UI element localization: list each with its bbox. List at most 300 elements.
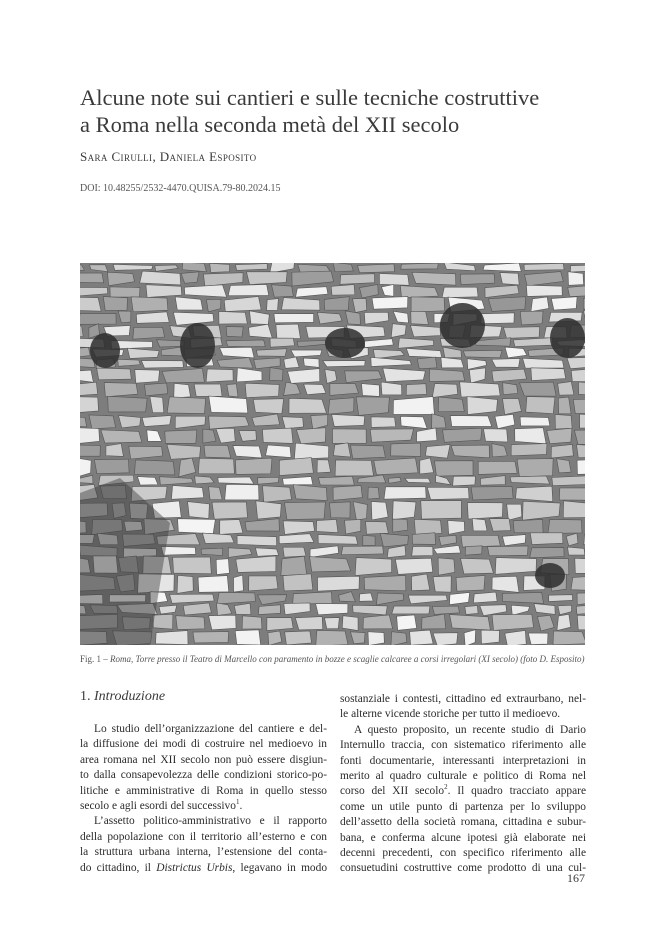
wall-stone [580, 414, 585, 428]
wall-stone [201, 548, 223, 555]
text-fragment: . Il quadro tracciato appare [447, 785, 586, 798]
wall-stone [567, 358, 585, 369]
wall-stone [568, 547, 585, 555]
wall-stone [359, 593, 373, 601]
wall-stone [246, 272, 287, 285]
wall-stone [332, 429, 366, 443]
doi: DOI: 10.48255/2532-4470.QUISA.79-80.2024.15 [80, 183, 281, 194]
text-line: A questo proposito, un recente studio di Dario [354, 723, 586, 736]
left-text-column [80, 722, 327, 876]
wall-stone [289, 398, 326, 413]
wall-stone [442, 287, 478, 298]
wall-stone [405, 478, 431, 483]
wall-stone [220, 520, 243, 535]
wall-stone [573, 399, 585, 414]
wall-stone [461, 535, 500, 547]
wall-stone [256, 349, 287, 357]
wall-stone [411, 574, 429, 591]
wall-stone [110, 287, 140, 297]
wall-stone [583, 298, 585, 309]
wall-stone [417, 357, 437, 369]
wall-stone [488, 546, 529, 556]
wall-stone [94, 459, 129, 474]
wall-stone [270, 338, 295, 347]
wall-stone [505, 630, 526, 645]
wall-void [325, 328, 365, 358]
wall-stone [153, 614, 173, 629]
wall-stone [366, 521, 389, 534]
wall-stone [577, 459, 585, 474]
wall-stone [414, 519, 441, 534]
wall-stone [146, 285, 182, 298]
wall-stone [555, 414, 572, 429]
wall-stone [266, 445, 291, 458]
wall-stone [310, 557, 351, 572]
wall-stone [393, 501, 416, 520]
wall-stone [212, 502, 248, 519]
wall-stone [492, 614, 534, 630]
wall-stone [483, 429, 507, 442]
wall-stone [467, 397, 497, 415]
wall-stone [502, 592, 543, 603]
wall-stone [258, 605, 280, 615]
text-line: area romana nel XII secolo non può essere disgiun- [80, 753, 327, 766]
wall-stone [530, 548, 564, 558]
wall-stone [551, 444, 573, 458]
wall-stone [173, 557, 212, 574]
right-text-column [340, 692, 586, 877]
wall-stone [318, 534, 358, 544]
wall-stone [368, 487, 379, 499]
wall-stone [520, 311, 543, 325]
text-line [80, 799, 327, 814]
text-line: Lo studio dell’organizzazione del cantiere e del- [94, 723, 327, 735]
text-line: Internullo traccia, con sistematico riferimento alle [340, 739, 586, 752]
wall-stone [456, 575, 485, 591]
wall-stone [140, 271, 181, 285]
section-number: 1. [80, 689, 91, 704]
wall-stone [242, 616, 262, 629]
wall-stone [335, 460, 373, 476]
wall-stone [341, 546, 383, 555]
wall-stone [135, 370, 160, 384]
masonry-wall-image [80, 263, 585, 645]
wall-stone [303, 358, 319, 367]
wall-stone [460, 558, 493, 574]
wall-stone [80, 313, 116, 324]
figure-caption-text: Roma, Torre presso il Teatro di Marcello con paramento in bozze e scaglie calcaree a corsi irregolari (XI secolo) (foto D. Esposito) [110, 654, 585, 664]
wall-stone [391, 443, 421, 456]
wall-stone [412, 546, 433, 556]
wall-stone [282, 417, 303, 429]
wall-stone [492, 358, 520, 367]
wall-stone [438, 397, 464, 412]
wall-stone [577, 593, 585, 605]
text-fragment: , legavano in modo [232, 861, 328, 874]
wall-stone [427, 487, 469, 499]
wall-stone [175, 297, 203, 310]
wall-stone [515, 428, 546, 444]
wall-stone [89, 415, 116, 429]
wall-stone [453, 476, 476, 486]
text-line: to dalla consapevolezza delle condizioni storico-po- [80, 769, 327, 782]
wall-stone [513, 519, 543, 533]
wall-stone [103, 297, 127, 311]
wall-stone [557, 459, 571, 473]
wall-stone [293, 592, 332, 604]
wall-stone [393, 397, 434, 415]
section-heading [80, 689, 165, 705]
figure-caption [80, 654, 590, 664]
wall-stone [281, 556, 307, 575]
wall-stone [433, 576, 451, 592]
wall-stone [473, 592, 497, 603]
wall-stone [410, 325, 440, 336]
wall-stone [361, 384, 379, 397]
wall-stone [80, 445, 100, 456]
wall-stone [450, 416, 491, 427]
wall-stone [142, 415, 171, 426]
wall-stone [226, 340, 265, 347]
wall-stone [219, 311, 248, 324]
wall-stone [578, 382, 585, 397]
wall-stone [433, 633, 458, 645]
wall-stone [425, 445, 450, 459]
section-title: Introduzione [94, 689, 166, 704]
wall-void [550, 318, 585, 358]
authors: Sara Cirulli, Daniela Esposito [80, 149, 257, 164]
wall-stone [460, 274, 494, 285]
wall-stone [528, 633, 548, 645]
text-line: bana, e conferma alcune ipotesi già elaborate nei [340, 831, 586, 844]
wall-stone [134, 460, 174, 475]
wall-stone [353, 298, 367, 312]
wall-stone [80, 397, 99, 414]
wall-void [90, 333, 120, 368]
wall-stone [517, 459, 553, 477]
wall-stone [392, 606, 430, 614]
wall-stone [284, 357, 299, 368]
wall-stone [285, 631, 312, 645]
wall-stone [411, 297, 444, 312]
wall-stone [237, 536, 277, 546]
wall-stone [358, 264, 395, 273]
wall-stone [530, 533, 563, 545]
wall-stone [167, 444, 201, 459]
wall-stone [282, 298, 320, 311]
wall-stone [465, 606, 478, 615]
wall-stone [204, 445, 231, 458]
wall-stone [563, 501, 585, 518]
text-fragment: do cittadino, il [80, 861, 157, 874]
wall-stone [323, 361, 365, 367]
wall-stone [368, 632, 384, 645]
wall-stone [216, 559, 229, 575]
wall-stone [570, 265, 585, 273]
wall-stone [397, 615, 417, 630]
wall-stone [568, 285, 585, 296]
wall-stone [270, 368, 283, 381]
wall-stone [333, 486, 362, 501]
text-emphasis: Districtus Urbis [156, 861, 233, 874]
wall-stone [429, 369, 464, 381]
wall-stone [202, 533, 234, 543]
wall-stone [432, 606, 459, 614]
wall-stone [478, 461, 517, 474]
wall-stone [333, 443, 350, 457]
wall-stone [524, 263, 564, 270]
wall-stone [262, 428, 293, 443]
text-line: merito al quadro culturale e politico di Roma nel [340, 770, 586, 783]
wall-stone [406, 384, 426, 395]
wall-stone [331, 285, 355, 296]
text-line: dell’assetto della società romana, cittadina e subur- [340, 816, 586, 829]
wall-stone [276, 324, 301, 339]
wall-stone [101, 430, 142, 443]
text-fragment: secolo e agli esordi del successivo [80, 800, 236, 813]
wall-stone [547, 428, 572, 443]
wall-stone [481, 313, 515, 324]
wall-stone [118, 415, 140, 427]
wall-stone [450, 615, 491, 631]
wall-stone [516, 486, 553, 501]
wall-stone [144, 383, 167, 396]
figure-1-photo [80, 263, 585, 645]
wall-stone [210, 263, 230, 272]
wall-void [180, 323, 215, 368]
wall-stone [165, 430, 197, 443]
wall-stone [161, 546, 195, 555]
wall-stone [438, 558, 455, 575]
wall-stone [511, 444, 547, 456]
wall-stone [218, 477, 254, 484]
wall-stone [104, 383, 138, 397]
wall-stone [296, 428, 325, 444]
wall-stone [500, 273, 519, 285]
wall-stone [412, 533, 435, 545]
footnote-ref-1[interactable]: 1 [235, 798, 240, 807]
wall-stone [316, 519, 338, 532]
wall-stone [526, 397, 555, 414]
wall-stone [234, 575, 244, 592]
wall-stone [235, 264, 267, 271]
wall-stone [395, 558, 432, 574]
footnote-ref-2[interactable]: 2 [444, 783, 448, 792]
article-title-line-2: a Roma nella seconda metà del XII secolo [80, 112, 460, 137]
wall-stone [351, 445, 386, 459]
wall-stone [571, 368, 585, 382]
text-line: consuetudini costruttive come prodotto di una cul- [340, 862, 586, 875]
wall-stone [370, 429, 413, 442]
wall-stone [108, 396, 148, 412]
text-line [340, 784, 586, 799]
text-line: la struttura urbana interna, l’estensione del conta- [80, 846, 327, 859]
wall-stone [463, 350, 502, 358]
wall-stone [356, 397, 389, 416]
article-title-line-1: Alcune note sui cantieri e sulle tecniche costruttive [80, 85, 540, 110]
wall-stone [577, 445, 585, 458]
wall-stone [178, 519, 216, 534]
wall-stone [401, 263, 438, 269]
wall-stone [262, 486, 291, 503]
wall-stone [235, 630, 261, 645]
wall-stone [288, 369, 320, 384]
wall-stone [551, 297, 577, 310]
text-line: litiche e amministrative di Roma in quello stesso [80, 784, 327, 797]
wall-stone [329, 502, 350, 518]
wall-stone [467, 503, 502, 519]
wall-stone [271, 285, 293, 297]
wall-stone [435, 461, 474, 476]
wall-stone [253, 399, 283, 414]
wall-stone [577, 615, 585, 630]
wall-stone [519, 382, 556, 396]
figure-caption-label: Fig. 1 – [80, 654, 111, 664]
wall-stone [113, 264, 153, 270]
wall-stone [198, 576, 229, 593]
wall-stone [80, 428, 100, 444]
wall-stone [381, 382, 402, 395]
wall-stone [177, 575, 193, 593]
wall-stone [384, 487, 426, 500]
wall-stone [559, 488, 585, 500]
wall-stone [316, 630, 348, 645]
wall-stone [489, 519, 510, 532]
wall-stone [133, 327, 165, 339]
text-line: la diffusione dei modi di costruire nel medioevo in [80, 738, 327, 751]
wall-stone [371, 417, 396, 428]
wall-stone [235, 458, 272, 474]
wall-stone [552, 476, 585, 486]
wall-stone [558, 382, 574, 396]
wall-stone [548, 519, 582, 533]
wall-stone [410, 630, 433, 645]
wall-stone [227, 384, 238, 397]
text-line: L’assetto politico-amministrativo e il rapporto [94, 815, 327, 828]
wall-stone [279, 458, 313, 476]
wall-stone [328, 398, 354, 414]
text-line: sostanziale i contesti, cittadino ed extraurbano, nel- [340, 693, 586, 705]
wall-stone [510, 476, 550, 484]
wall-stone [316, 604, 348, 615]
wall-stone [495, 558, 536, 575]
wall-stone [443, 428, 482, 442]
wall-void [440, 303, 485, 348]
wall-stone [156, 631, 188, 645]
wall-stone [283, 547, 306, 557]
wall-stone [295, 617, 322, 630]
wall-stone [531, 368, 566, 381]
text-line: della popolazione con il territorio all’esterno e con [80, 830, 327, 843]
wall-stone [488, 297, 525, 312]
wall-stone [209, 615, 236, 630]
wall-stone [355, 558, 391, 576]
wall-stone [460, 382, 501, 397]
wall-stone [267, 618, 293, 631]
wall-stone [80, 297, 101, 311]
wall-void [535, 563, 565, 588]
wall-stone [342, 616, 358, 631]
wall-stone [206, 369, 233, 382]
wall-stone [325, 618, 340, 629]
wall-stone [411, 311, 429, 324]
wall-stone [225, 484, 259, 500]
wall-stone [255, 548, 278, 556]
wall-stone [503, 327, 539, 339]
wall-stone [131, 297, 168, 312]
wall-stone [472, 519, 487, 531]
wall-stone [421, 501, 462, 519]
wall-stone [249, 576, 278, 591]
text-line: decenni precedenti, con specifico riferimento alle [340, 847, 586, 860]
wall-stone [234, 603, 251, 614]
wall-stone [340, 274, 375, 285]
wall-stone [304, 384, 326, 395]
wall-stone [318, 476, 354, 485]
wall-stone [333, 263, 353, 272]
wall-stone [364, 575, 406, 590]
wall-stone [256, 501, 282, 519]
wall-stone [393, 519, 408, 532]
wall-stone [549, 595, 573, 602]
wall-stone [332, 414, 365, 426]
wall-stone [363, 536, 375, 546]
wall-stone [274, 314, 314, 323]
text-line [80, 861, 327, 876]
wall-stone [520, 417, 550, 426]
wall-stone [568, 272, 584, 286]
wall-stone [174, 383, 191, 398]
wall-stone [141, 360, 183, 368]
wall-stone [318, 576, 360, 591]
wall-stone [526, 285, 562, 296]
wall-stone [193, 632, 229, 643]
wall-stone [481, 630, 499, 644]
wall-stone [294, 443, 328, 459]
wall-stone [267, 299, 279, 311]
wall-stone [136, 312, 169, 323]
article-title [80, 84, 580, 138]
wall-stone [372, 297, 408, 310]
wall-stone [198, 458, 234, 474]
wall-stone [553, 631, 585, 645]
wall-stone [233, 446, 262, 458]
wall-stone [391, 632, 407, 645]
wall-stone [412, 272, 456, 285]
wall-stone [188, 502, 210, 519]
wall-stone [194, 384, 222, 396]
wall-stone [345, 519, 361, 534]
wall-stone [379, 274, 409, 286]
wall-stone [317, 460, 331, 473]
wall-stone [167, 397, 206, 414]
wall-stone [106, 444, 124, 457]
wall-stone [226, 327, 243, 337]
wall-stone [228, 284, 269, 295]
wall-stone [575, 558, 585, 573]
wall-stone [571, 576, 585, 591]
wall-stone [558, 397, 571, 414]
wall-stone [137, 477, 157, 485]
text-line: le alterne vicende storiche per tutto il medioevo. [340, 708, 561, 721]
text-line: come un utile punto di partenza per lo sviluppo [340, 800, 586, 813]
page-number: 167 [567, 871, 585, 885]
wall-stone [374, 458, 418, 475]
text-fragment: corso del XII secolo [340, 785, 445, 798]
wall-stone [209, 396, 248, 413]
wall-stone [471, 487, 513, 501]
wall-stone [330, 383, 359, 395]
